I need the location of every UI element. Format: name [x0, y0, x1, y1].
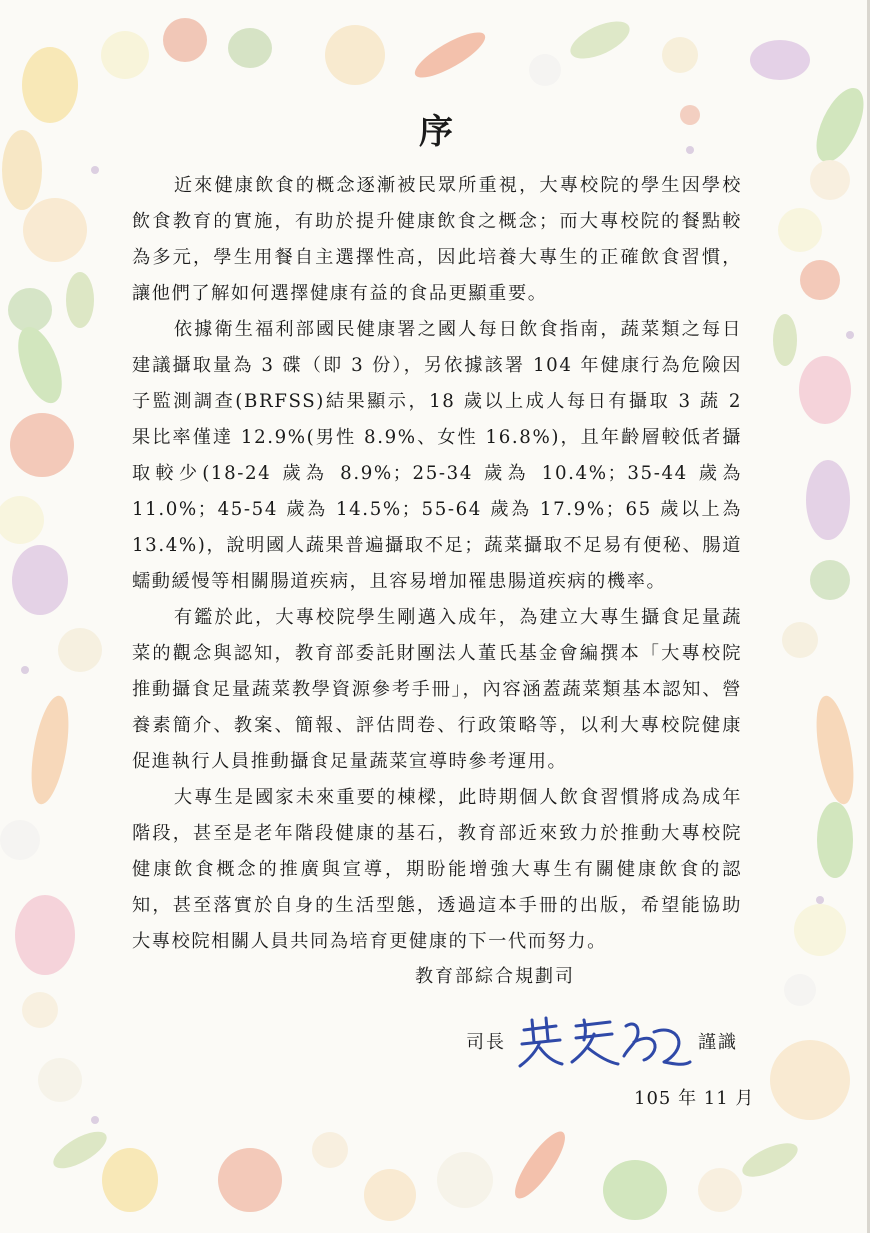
garlic-icon — [437, 1152, 493, 1208]
paragraph-3: 有鑑於此，大專校院學生剛邁入成年，為建立大專生攝食足量蔬菜的觀念與認知，教育部委託財團法人董氏基金會編撰本「大專校院推動攝食足量蔬菜教學資源參考手冊」，內容涵蓋蔬菜類基本認知、營養素簡介、教案、簡報、評估問卷、行政策略等，以利大專校院健康促進執行人員推動攝食足量蔬菜宣導時參考運用。 — [132, 607, 742, 772]
chili-icon — [507, 1125, 573, 1204]
signature-block — [466, 1020, 756, 1080]
mushroom-icon — [782, 622, 818, 658]
page-title: 序 — [419, 112, 455, 152]
radish-icon — [799, 356, 851, 424]
organization-name: 教育部綜合規劃司 — [415, 966, 575, 987]
pepper-icon — [603, 1160, 667, 1220]
handwritten-signature — [514, 1012, 694, 1074]
chili-icon — [2, 130, 42, 210]
mushroom-icon — [810, 160, 850, 200]
closing-remark: 謹識 — [698, 1032, 738, 1053]
document-date: 105 年 11 月 — [634, 1088, 755, 1109]
onion-icon — [23, 198, 87, 262]
tomato-icon — [163, 18, 207, 62]
cauliflower-icon — [794, 904, 846, 956]
pepper-icon — [22, 47, 78, 123]
tomato-icon — [10, 413, 74, 477]
mushroom-icon — [312, 1132, 348, 1168]
onion-icon — [325, 25, 385, 85]
tomato-icon — [800, 260, 840, 300]
onion-icon — [364, 1169, 416, 1221]
paragraph-4: 大專生是國家未來重要的棟樑，此時期個人飲食習慣將成為成年階段，甚至是老年階段健康的基石，教育部近來致力於推動大專校院健康飲食概念的推廣與宣導，期盼能增強大專生有關健康飲食的認知，甚至落實於自身的生活型態，透過這本手冊的出版，希望能協助大專校院相關人員共同為培育更健康的下一代而努力。 — [132, 787, 742, 952]
chili-icon — [409, 25, 490, 86]
paragraph-2: 依據衛生福利部國民健康署之國人每日飲食指南，蔬菜類之每日建議攝取量為 3 碟（即 3 份），另依據該署 104 年健康行為危險因子監測調查(BRFSS)結果顯示，18 歲以上成人每日有攝取 3 蔬 2 果比率僅達 12.9%(男性 8.9%、女性 16.8%)，且年齡層較低者攝取較少(18-24 歲為 8.9%；25-34 歲為 10.4%；35-44 歲為 11.0%；45-54 歲為 14.5%；55-64 歲為 17.9%；65 歲以上為 13.4%)，說明國人蔬果普遍攝取不足；蔬菜攝取不足易有便秘、腸道蠕動緩慢等相關腸道疾病，且容易增加罹患腸道疾病的機率。 — [132, 319, 742, 592]
leaf-icon — [66, 272, 94, 328]
signer-title: 司長 — [466, 1032, 506, 1053]
paragraph-1: 近來健康飲食的概念逐漸被民眾所重視，大專校院的學生因學校飲食教育的實施，有助於提升健康飲食之概念；而大專校院的餐點較為多元，學生用餐自主選擇性高，因此培養大專生的正確飲食習慣，讓他們了解如何選擇健康有益的食品更顯重要。 — [132, 175, 742, 304]
pepper-icon — [807, 81, 870, 169]
carrot-icon — [810, 693, 861, 807]
cauliflower-icon — [778, 208, 822, 252]
cauliflower-icon — [0, 496, 44, 544]
broccoli-icon — [228, 28, 272, 68]
leaf-icon — [773, 314, 797, 366]
mushroom-icon — [22, 992, 58, 1028]
garlic-icon — [529, 54, 561, 86]
leaf-icon — [48, 1125, 112, 1176]
broccoli-icon — [810, 560, 850, 600]
document-body — [132, 110, 742, 960]
garlic-icon — [0, 820, 40, 860]
leaf-icon — [738, 1136, 803, 1183]
eggplant-icon — [806, 460, 850, 540]
pepper-icon — [9, 321, 70, 408]
leaf-icon — [565, 14, 635, 66]
pepper-icon — [817, 802, 853, 878]
onion-icon — [770, 1040, 850, 1120]
tomato-icon — [218, 1148, 282, 1212]
cauliflower-icon — [101, 31, 149, 79]
mushroom-icon — [698, 1168, 742, 1212]
broccoli-icon — [8, 288, 52, 332]
carrot-icon — [25, 693, 76, 807]
pepper-icon — [102, 1148, 158, 1212]
radish-icon — [15, 895, 75, 975]
garlic-icon — [38, 1058, 82, 1102]
eggplant-icon — [750, 40, 810, 80]
mushroom-icon — [58, 628, 102, 672]
mushroom-icon — [662, 37, 698, 73]
garlic-icon — [784, 974, 816, 1006]
eggplant-icon — [12, 545, 68, 615]
